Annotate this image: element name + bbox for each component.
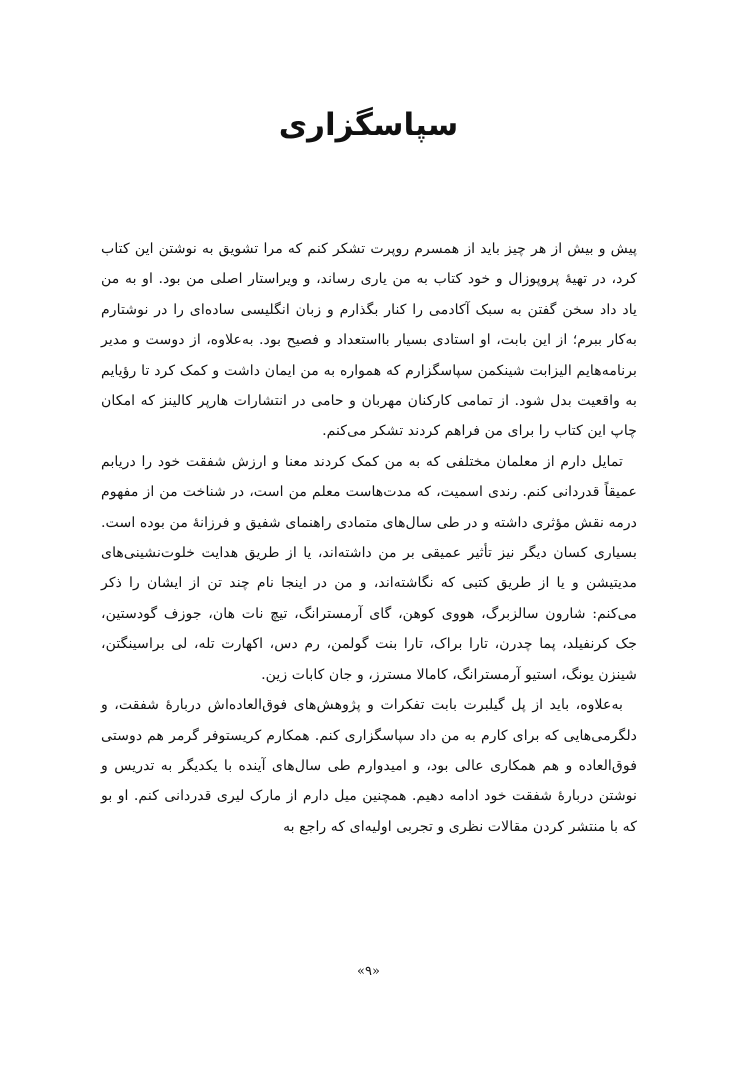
paragraph-3: به‌علاوه، باید از پل گیلبرت بابت تفکرات و پژوهش‌های فوق‌العاده‌اش دربارهٔ شفقت، و دلگرمی‌هایی که برای کارم به من داد سپاسگزاری کنم. همکارم کریستوفر گرمر هم دوستی فوق‌العاده و هم همکاری عالی بود، و امیدوارم طی سال‌های آینده با یکدیگر به تدریس و نوشتن دربارهٔ شفقت خود ادامه دهیم. همچنین میل دارم از مارک لیری قدردانی کنم. او بو که با منتشر کردن مقالات نظری و تجربی اولیه‌ای که راجع به xyxy=(101,697,637,835)
body-text xyxy=(101,234,637,842)
paragraph-1: پیش و بیش از هر چیز باید از همسرم روپرت تشکر کنم که مرا تشویق به نوشتن این کتاب کرد، در تهیهٔ پروپوزال و خود کتاب به من یاری رساند، و ویراستار اصلی من بود. او به من یاد داد سخن گفتن به سبک آکادمی را کنار بگذارم و زبان انگلیسی ساده‌ای را در نوشتارم به‌کار ببرم؛ از این بابت، او استادی بسیار بااستعداد و فصیح بود. به‌علاوه، از دوست و مدیر برنامه‌هایم الیزابت شینکمن سپاسگزارم که همواره به من ایمان داشت و کمک کرد تا رؤیایم به واقعیت بدل شود. از تمامی کارکنان مهربان و حامی در انتشارات هارپر کالینز که امکان چاپ این کتاب را برای من فراهم کردند تشکر می‌کنم. xyxy=(101,241,637,440)
page-title: سپاسگزاری xyxy=(278,107,459,143)
page-number: «۹» xyxy=(357,964,380,979)
paragraph-2: تمایل دارم از معلمان مختلفی که به من کمک کردند معنا و ارزش شفقت خود را دریابم عمیقاً قدردانی کنم. رندی اسمیت، که مدت‌هاست معلم من است، در شناخت من از مفهوم درمه نقش مؤثری داشته و در طی سال‌های متمادی راهنمای شفیق و فرزانهٔ من بوده است. بسیاری کسان دیگر نیز تأثیر عمیقی بر من داشته‌اند، یا از طریق هدایت خلوت‌نشینی‌های مدیتیشن و یا از طریق کتبی که نگاشته‌اند، و من در اینجا نام چند تن از ایشان را ذکر می‌کنم: شارون سالزبرگ، هووی کوهن، گای آرمسترانگ، تیچ نات هان، جوزف گودستین، جک کرنفیلد، پما چدرن، تارا براک، تارا بنت گولمن، رم دس، اکهارت تله، لی براسینگتن، شینزن یونگ، استیو آرمسترانگ، کامالا مسترز، و جان کابات زین. xyxy=(101,453,637,683)
